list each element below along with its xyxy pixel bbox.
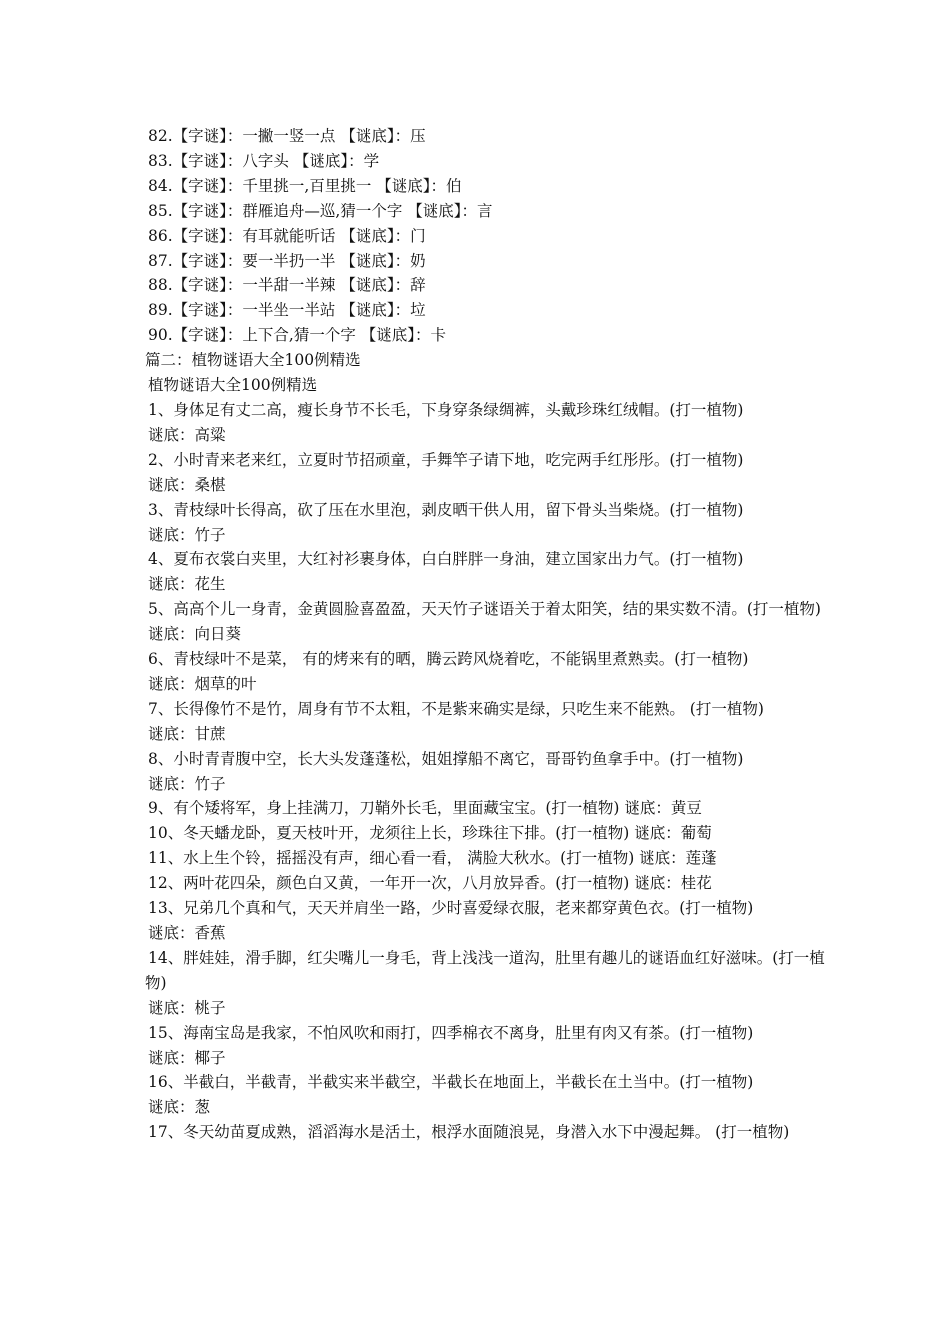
riddle-question: 14、胖娃娃，滑手脚，红尖嘴儿一身毛，背上浅浅一道沟，肚里有趣儿的谜语血红好滋味。(打一植物) (145, 948, 825, 992)
riddle-line: 84.【字谜】：千里挑一,百里挑一 【谜底】：伯 (148, 176, 462, 195)
riddle-answer: 谜底：竹子 (148, 774, 226, 793)
riddle-answer: 谜底：花生 (148, 575, 226, 594)
section-subtitle: 植物谜语大全100例精选 (148, 376, 318, 395)
riddle-question: 9、有个矮将军，身上挂满刀，刀鞘外长毛，里面藏宝宝。(打一植物) 谜底：黄豆 (148, 799, 702, 818)
riddle-question: 13、兄弟几个真和气，天天并肩坐一路，少时喜爱绿衣服，老来都穿黄色衣。(打一植物) (148, 899, 754, 918)
riddle-line: 89.【字谜】：一半坐一半站 【谜底】：垃 (148, 301, 426, 320)
riddle-answer: 谜底：香蕉 (148, 924, 226, 942)
riddle-question: 15、海南宝岛是我家，不怕风吹和雨打，四季棉衣不离身，肚里有肉又有茶。(打一植物) (148, 1023, 754, 1042)
riddle-question: 6、青枝绿叶不是菜， 有的烤来有的晒，腾云跨风烧着吃，不能锅里煮熟卖。(打一植物) (148, 650, 749, 669)
riddle-line: 83.【字谜】：八字头 【谜底】：学 (148, 151, 380, 170)
riddle-question: 4、夏布衣裳白夹里，大红衬衫裹身体，白白胖胖一身油，建立国家出力气。(打一植物) (148, 550, 744, 569)
riddle-answer: 谜底：桑椹 (148, 475, 226, 494)
riddle-question: 11、水上生个铃，摇摇没有声，细心看一看， 满脸大秋水。(打一植物) 谜底：莲蓬 (148, 849, 717, 868)
riddle-answer: 谜底：葱 (148, 1098, 211, 1117)
riddle-line: 88.【字谜】：一半甜一半辣 【谜底】：辞 (148, 276, 426, 295)
riddle-question: 16、半截白，半截青，半截实来半截空，半截长在地面上，半截长在土当中。(打一植物) (148, 1073, 754, 1092)
riddle-answer: 谜底：椰子 (148, 1048, 226, 1067)
riddle-answer: 谜底：甘蔗 (148, 724, 226, 743)
riddle-list-part1 (145, 124, 835, 1145)
riddle-question: 2、小时青来老来红，立夏时节招顽童，手舞竿子请下地，吃完两手红彤彤。(打一植物) (148, 450, 744, 469)
riddle-question: 5、高高个儿一身青，金黄圆脸喜盈盈，天天竹子谜语关于着太阳笑，结的果实数不清。(打一植物) (148, 600, 821, 619)
riddle-question: 1、身体足有丈二高，瘦长身节不长毛，下身穿条绿绸裤，头戴珍珠红绒帽。(打一植物) (148, 400, 744, 419)
riddle-question: 10、冬天蟠龙卧，夏天枝叶开，龙须往上长，珍珠往下排。(打一植物) 谜底：葡萄 (148, 824, 712, 843)
riddle-answer: 谜底：竹子 (148, 525, 226, 544)
riddle-line: 90.【字谜】：上下合,猜一个字 【谜底】：卡 (148, 326, 447, 345)
riddle-question: 3、青枝绿叶长得高，砍了压在水里泡，剥皮晒干供人用，留下骨头当柴烧。(打一植物) (148, 500, 744, 519)
riddle-question: 17、冬天幼苗夏成熟，滔滔海水是活土，根浮水面随浪晃，身潜入水下中漫起舞。 (打一植物) (148, 1123, 790, 1142)
riddle-line: 82.【字谜】：一撇一竖一点 【谜底】：压 (148, 127, 426, 145)
riddle-answer: 谜底：高粱 (148, 425, 226, 444)
riddle-answer: 谜底：烟草的叶 (148, 674, 257, 693)
riddle-question: 7、长得像竹不是竹，周身有节不太粗，不是紫来确实是绿，只吃生来不能熟。 (打一植物) (148, 699, 764, 718)
riddle-answer: 谜底：向日葵 (148, 625, 242, 644)
section-heading: 篇二：植物谜语大全100例精选 (145, 351, 361, 370)
riddle-line: 87.【字谜】：要一半扔一半 【谜底】：奶 (148, 251, 426, 270)
riddle-line: 85.【字谜】：群雁追舟—巡,猜一个字 【谜底】：言 (148, 201, 493, 220)
riddle-question: 8、小时青青腹中空，长大头发蓬蓬松，姐姐撑船不离它，哥哥钓鱼拿手中。(打一植物) (148, 749, 744, 768)
riddle-answer: 谜底：桃子 (148, 998, 226, 1017)
riddle-question: 12、两叶花四朵，颜色白又黄，一年开一次，八月放异香。(打一植物) 谜底：桂花 (148, 874, 712, 893)
riddle-line: 86.【字谜】：有耳就能听话 【谜底】：门 (148, 226, 426, 245)
